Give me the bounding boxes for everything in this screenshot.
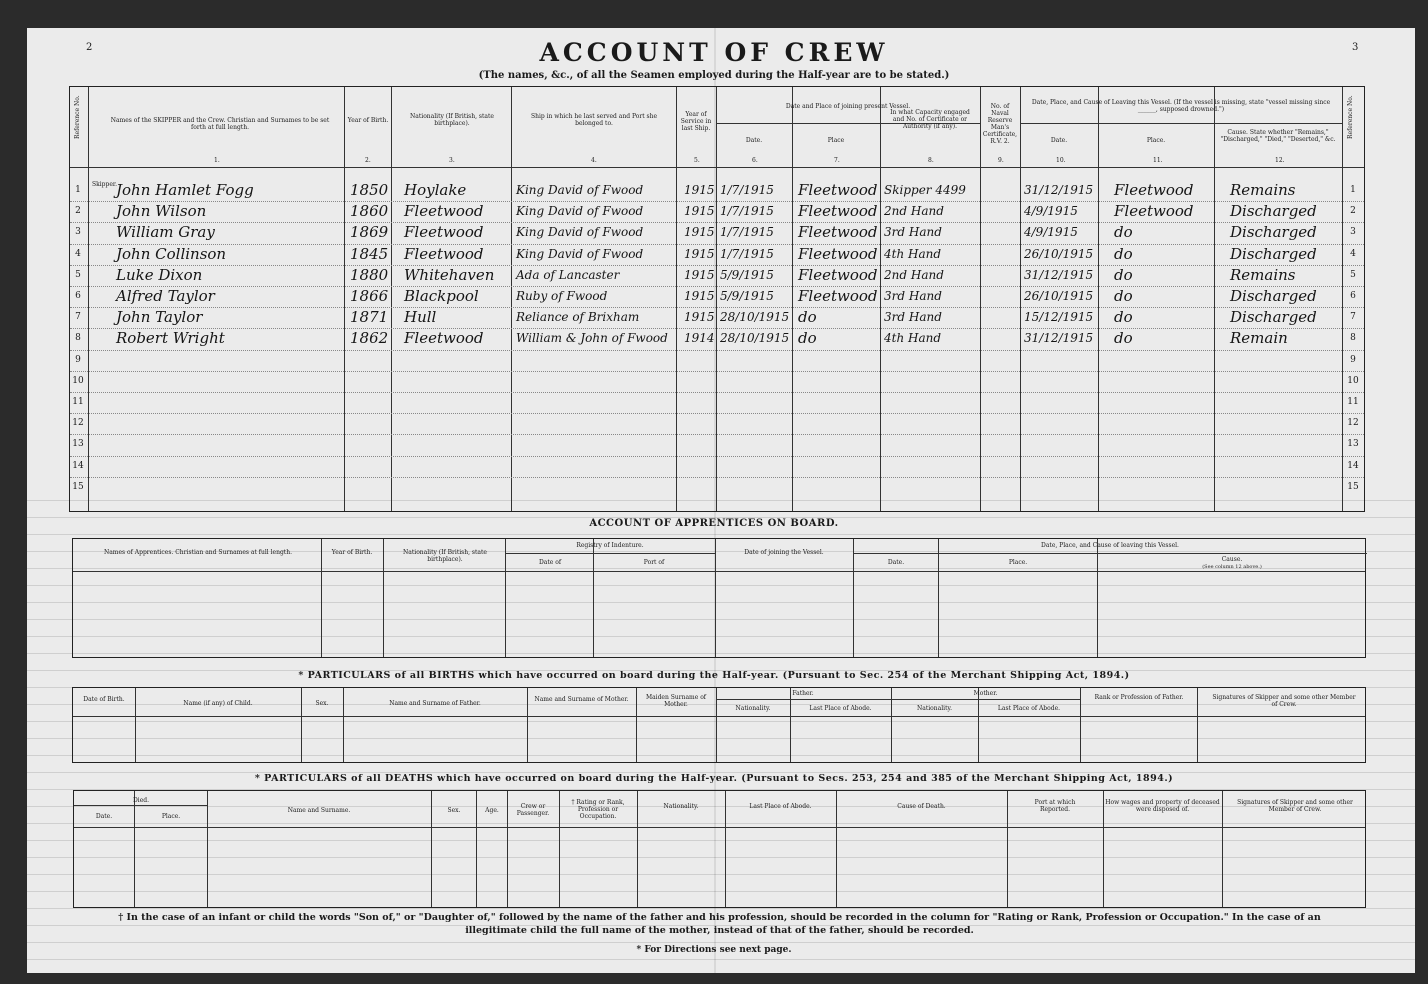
appr-header-registry: Registry of Indenture. (576, 542, 644, 549)
reference-number-right: 10 (1347, 375, 1359, 386)
appr-header-cause-note: (See column 12 above.) (1202, 564, 1262, 570)
reference-number-left: 12 (72, 418, 84, 429)
reference-no-label-right: Reference No. (1347, 95, 1354, 139)
births-header-signatures: Signatures of Skipper and some other Member of Crew. (1212, 694, 1356, 708)
crew-leave-place: do (1114, 223, 1133, 242)
crew-leave-date: 31/12/1915 (1024, 183, 1094, 197)
deaths-header-signatures: Signatures of Skipper and some other Member of Crew. (1237, 799, 1353, 813)
crew-service: 1914 (684, 331, 715, 346)
crew-join-place: do (798, 308, 817, 327)
reference-number-left: 2 (75, 206, 81, 217)
crew-year: 1860 (350, 202, 389, 221)
crew-leave-date: 4/9/1915 (1024, 225, 1078, 240)
col-number-3: 3. (449, 157, 455, 164)
apprentices-table (72, 538, 1366, 658)
deaths-header-place: Place. (161, 813, 181, 820)
crew-leave-place: do (1114, 244, 1133, 263)
header-leaving-date: Date. (1050, 137, 1068, 144)
crew-year: 1880 (350, 265, 389, 284)
crew-ship: King David of Fwood (516, 225, 644, 240)
crew-capacity: 2nd Hand (884, 204, 944, 219)
births-header-mother-name: Name and Surname of Mother. (534, 696, 629, 703)
deaths-header-age: Age. (485, 807, 499, 814)
crew-row-line (70, 477, 1364, 478)
crew-service: 1915 (684, 204, 715, 219)
reference-number-right: 1 (1350, 185, 1356, 195)
crew-ship: King David of Fwood (516, 204, 644, 219)
reference-number-left: 5 (75, 269, 81, 280)
reference-number-left: 10 (72, 375, 84, 386)
reference-number-right: 5 (1350, 269, 1356, 280)
reference-number-right: 3 (1350, 227, 1356, 238)
appr-header-leave-place: Place. (1008, 559, 1028, 566)
births-header-m-nat: Nationality. (917, 705, 952, 712)
crew-join-place: Fleetwood (798, 223, 878, 242)
crew-row-line (70, 371, 1364, 372)
crew-name: William Gray (116, 223, 215, 242)
crew-leave-place: Fleetwood (1114, 181, 1194, 199)
col-number-1: 1. (214, 157, 220, 164)
reference-number-left: 14 (72, 460, 84, 471)
births-header-sex: Sex. (315, 700, 329, 707)
crew-leave-place: Fleetwood (1114, 202, 1194, 221)
appr-header-reg-port: Port of (643, 559, 665, 566)
crew-name: John Collinson (116, 244, 227, 263)
appr-header-joining: Date of joining the Vessel. (744, 549, 824, 556)
crew-row-line (70, 328, 1364, 329)
reference-number-left: 1 (75, 185, 81, 195)
reference-number-left: 13 (72, 439, 84, 450)
reference-number-right: 9 (1350, 354, 1356, 365)
deaths-header-name: Name and Surname. (287, 807, 351, 814)
crew-capacity: 4th Hand (884, 331, 942, 346)
reference-number-left: 11 (72, 397, 84, 407)
header-year: Year of Birth. (347, 117, 389, 124)
appr-header-leave-date: Date. (887, 559, 905, 566)
col-number-10: 10. (1056, 157, 1066, 164)
appr-header-nationality: Nationality (If British, state birthplace). (403, 549, 487, 563)
reference-number-left: 15 (72, 481, 84, 492)
crew-capacity: 3rd Hand (884, 289, 942, 303)
crew-name: John Hamlet Fogg (116, 181, 254, 199)
crew-row-line (70, 392, 1364, 393)
reference-number-left: 9 (75, 354, 81, 365)
births-header-rank: Rank or Profession of Father. (1094, 694, 1184, 701)
crew-row-line (70, 350, 1364, 351)
reference-number-left: 6 (75, 291, 81, 301)
ruled-line (27, 942, 1415, 943)
header-ship: Ship in which he last served and Port she belonged to. (530, 113, 658, 127)
deaths-header-nationality: Nationality. (663, 803, 699, 810)
header-leaving-place: Place. (1146, 137, 1166, 144)
deaths-header-cause: Cause of Death. (897, 803, 946, 810)
ruled-line (27, 908, 1415, 909)
deaths-header-sex: Sex. (447, 807, 461, 814)
crew-join-place: do (798, 329, 817, 348)
col-number-2: 2. (365, 157, 371, 164)
crew-join-date: 1/7/1915 (720, 225, 774, 240)
crew-join-date: 28/10/1915 (720, 310, 790, 325)
crew-join-date: 1/7/1915 (720, 183, 774, 197)
page-subtitle: (The names, &c., of all the Seamen employed during the Half-year are to be stated.) (478, 70, 950, 81)
header-joining-place: Place (827, 137, 845, 144)
reference-no-label-left: Reference No. (74, 95, 81, 139)
crew-year: 1869 (350, 223, 389, 242)
header-service: Year of Service in last Ship. (680, 111, 712, 132)
crew-row-line (70, 265, 1364, 266)
crew-name: Robert Wright (116, 329, 225, 348)
crew-service: 1915 (684, 267, 715, 282)
col-number-4: 4. (591, 157, 597, 164)
crew-leave-date: 26/10/1915 (1024, 246, 1094, 261)
crew-leave-place: do (1114, 265, 1133, 284)
crew-leave-date: 15/12/1915 (1024, 310, 1094, 325)
crew-name: Luke Dixon (116, 265, 203, 284)
ruled-line (27, 959, 1415, 960)
reference-number-right: 12 (1347, 418, 1359, 429)
deaths-header-crew: Crew or Passenger. (516, 803, 550, 817)
births-header-maiden: Maiden Surname of Mother. (645, 694, 707, 708)
crew-year: 1866 (350, 287, 389, 305)
crew-ship: King David of Fwood (516, 183, 644, 197)
crew-capacity: 3rd Hand (884, 225, 942, 240)
appr-header-reg-date: Date of (538, 559, 562, 566)
crew-ship: King David of Fwood (516, 246, 644, 261)
header-name: Names of the SKIPPER and the Crew. Christian and Surnames to be set forth at full length. (110, 117, 330, 131)
crew-join-date: 5/9/1915 (720, 289, 774, 303)
deaths-header-date: Date. (95, 813, 113, 820)
deaths-header-wages: How wages and property of deceased were disposed of. (1105, 799, 1220, 813)
crew-nationality: Fleetwood (404, 202, 484, 221)
births-header-mother: Mother. (973, 690, 998, 697)
crew-row-line (70, 244, 1364, 245)
ruled-line (27, 534, 1415, 535)
reference-number-right: 11 (1347, 397, 1359, 407)
crew-leave-place: do (1114, 308, 1133, 327)
crew-row-line (70, 456, 1364, 457)
header-cause: Cause. State whether "Remains," "Discharged," "Died," "Deserted," &c. (1220, 129, 1336, 143)
reference-number-right: 14 (1347, 460, 1359, 471)
col-number-12: 12. (1275, 157, 1285, 164)
births-header-f-nat: Nationality. (735, 705, 771, 712)
crew-cause: Remains (1230, 181, 1296, 199)
col-number-9: 9. (998, 157, 1004, 164)
crew-cause: Discharged (1230, 308, 1317, 327)
crew-leave-date: 26/10/1915 (1024, 289, 1094, 303)
appr-header-year: Year of Birth. (331, 549, 373, 556)
deaths-title: * PARTICULARS of all DEATHS which have occurred on board during the Half-year. (Pursuant to Secs. 253, 254 and 385 of the Merchant Shipping Act, 1894.) (254, 773, 1174, 784)
crew-nationality: Hoylake (404, 181, 467, 199)
crew-join-date: 1/7/1915 (720, 204, 774, 219)
col-number-5: 5. (694, 157, 700, 164)
appr-header-cause: Cause. (1221, 556, 1243, 563)
page-number-left: 2 (86, 42, 93, 53)
crew-service: 1915 (684, 310, 715, 325)
crew-capacity: Skipper 4499 (884, 183, 966, 197)
crew-service: 1915 (684, 289, 715, 303)
births-header-father: Father. (792, 690, 814, 697)
col-number-7: 7. (834, 157, 840, 164)
crew-join-place: Fleetwood (798, 265, 878, 284)
crew-row-line (70, 222, 1364, 223)
crew-nationality: Fleetwood (404, 223, 484, 242)
crew-table (69, 86, 1365, 512)
crew-leave-date: 31/12/1915 (1024, 331, 1094, 346)
crew-year: 1850 (350, 181, 389, 199)
births-header-child: Name (if any) of Child. (183, 700, 253, 707)
reference-number-left: 3 (75, 227, 81, 238)
crew-row-line (70, 413, 1364, 414)
deaths-header-rating: † Rating or Rank, Profession or Occupation. (571, 799, 625, 820)
crew-capacity: 2nd Hand (884, 267, 944, 282)
reference-number-right: 15 (1347, 481, 1359, 492)
crew-leave-date: 4/9/1915 (1024, 204, 1078, 219)
crew-name: Alfred Taylor (116, 287, 215, 305)
page-title: ACCOUNT OF CREW (539, 38, 889, 67)
crew-leave-place: do (1114, 287, 1133, 305)
crew-year: 1862 (350, 329, 389, 348)
crew-join-place: Fleetwood (798, 287, 878, 305)
header-capacity: In what Capacity engaged and No. of Certificate or Authority (if any). (890, 109, 970, 130)
header-joining-date: Date. (745, 137, 763, 144)
crew-join-date: 1/7/1915 (720, 246, 774, 261)
reference-number-right: 13 (1347, 439, 1359, 450)
crew-ship: Ruby of Fwood (516, 289, 608, 303)
crew-nationality: Hull (404, 308, 437, 327)
crew-name: John Wilson (116, 202, 207, 221)
crew-cause: Discharged (1230, 244, 1317, 263)
header-naval: No. of Naval Reserve Man's Certificate, R.V. 2. (982, 103, 1018, 145)
crew-nationality: Fleetwood (404, 244, 484, 263)
births-title: * PARTICULARS of all BIRTHS which have occurred on board during the Half-year. (Pursuant to Sec. 254 of the Merchant Shipping Act, 1894.) (298, 670, 1130, 681)
crew-join-date: 28/10/1915 (720, 331, 790, 346)
births-header-f-abode: Last Place of Abode. (809, 705, 872, 712)
crew-leave-place: do (1114, 329, 1133, 348)
crew-service: 1915 (684, 225, 715, 240)
col-number-6: 6. (752, 157, 758, 164)
crew-join-place: Fleetwood (798, 244, 878, 263)
footer-directions: * For Directions see next page. (636, 945, 792, 955)
crew-capacity: 4th Hand (884, 246, 942, 261)
crew-row-line (70, 434, 1364, 435)
crew-join-place: Fleetwood (798, 202, 878, 221)
crew-cause: Discharged (1230, 287, 1317, 305)
reference-number-left: 7 (75, 312, 81, 323)
births-header-father-name: Name and Surname of Father. (389, 700, 481, 707)
crew-ship: William & John of Fwood (516, 331, 668, 346)
crew-row-line (70, 307, 1364, 308)
births-table (72, 687, 1366, 763)
crew-ship: Reliance of Brixham (516, 310, 640, 325)
reference-number-left: 4 (75, 248, 81, 259)
deaths-header-died: Died. (132, 797, 150, 804)
reference-number-right: 8 (1350, 333, 1356, 344)
crew-name: John Taylor (116, 308, 203, 327)
page-number-right: 3 (1352, 42, 1359, 53)
crew-cause: Discharged (1230, 223, 1317, 242)
crew-cause: Remain (1230, 329, 1288, 348)
crew-year: 1871 (350, 308, 389, 327)
reference-number-right: 7 (1350, 312, 1356, 323)
crew-year: 1845 (350, 244, 389, 263)
crew-cause: Remains (1230, 265, 1296, 284)
crew-capacity: 3rd Hand (884, 310, 942, 325)
crew-join-place: Fleetwood (798, 181, 878, 199)
reference-number-right: 4 (1350, 248, 1356, 259)
crew-leave-date: 31/12/1915 (1024, 267, 1094, 282)
crew-nationality: Blackpool (404, 287, 479, 305)
deaths-table (73, 790, 1366, 908)
reference-number-left: 8 (75, 333, 81, 344)
deaths-header-abode: Last Place of Abode. (749, 803, 812, 810)
reference-number-right: 2 (1350, 206, 1356, 217)
skipper-label: Skipper. (92, 181, 118, 188)
crew-service: 1915 (684, 246, 715, 261)
header-joining: Date and Place of joining present Vessel. (785, 103, 911, 110)
crew-service: 1915 (684, 183, 715, 197)
crew-join-date: 5/9/1915 (720, 267, 774, 282)
births-header-date: Date of Birth. (83, 696, 125, 703)
col-number-11: 11. (1153, 157, 1163, 164)
crew-ship: Ada of Lancaster (516, 267, 620, 282)
col-number-8: 8. (928, 157, 934, 164)
deaths-header-port: Port at which Reported. (1034, 799, 1076, 813)
births-header-m-abode: Last Place of Abode. (997, 705, 1061, 712)
apprentices-title: ACCOUNT OF APPRENTICES ON BOARD. (589, 518, 839, 529)
footnote: † In the case of an infant or child the words "Son of," or "Daughter of," followed by the name of the father and his profession, should be recorded in the column for "Rating or Rank, Profession or Occupation." In the case of an illegitimate child the full name of the mother, instead of that of the father, should be recorded. (118, 912, 1321, 936)
header-nationality: Nationality (If British, state birthplace). (410, 113, 494, 127)
crew-cause: Discharged (1230, 202, 1317, 221)
header-leaving: Date, Place, and Cause of Leaving this Vessel. (If the vessel is missing, state "vessel missing since ______, supposed drowned.") (1031, 99, 1331, 113)
crew-row-line (70, 286, 1364, 287)
crew-nationality: Fleetwood (404, 329, 484, 348)
appr-header-leaving: Date, Place, and Cause of leaving this Vessel. (1041, 542, 1179, 549)
appr-header-name: Names of Apprentices. Christian and Surnames at full length. (103, 549, 292, 556)
reference-number-right: 6 (1350, 291, 1356, 301)
crew-nationality: Whitehaven (404, 265, 495, 284)
